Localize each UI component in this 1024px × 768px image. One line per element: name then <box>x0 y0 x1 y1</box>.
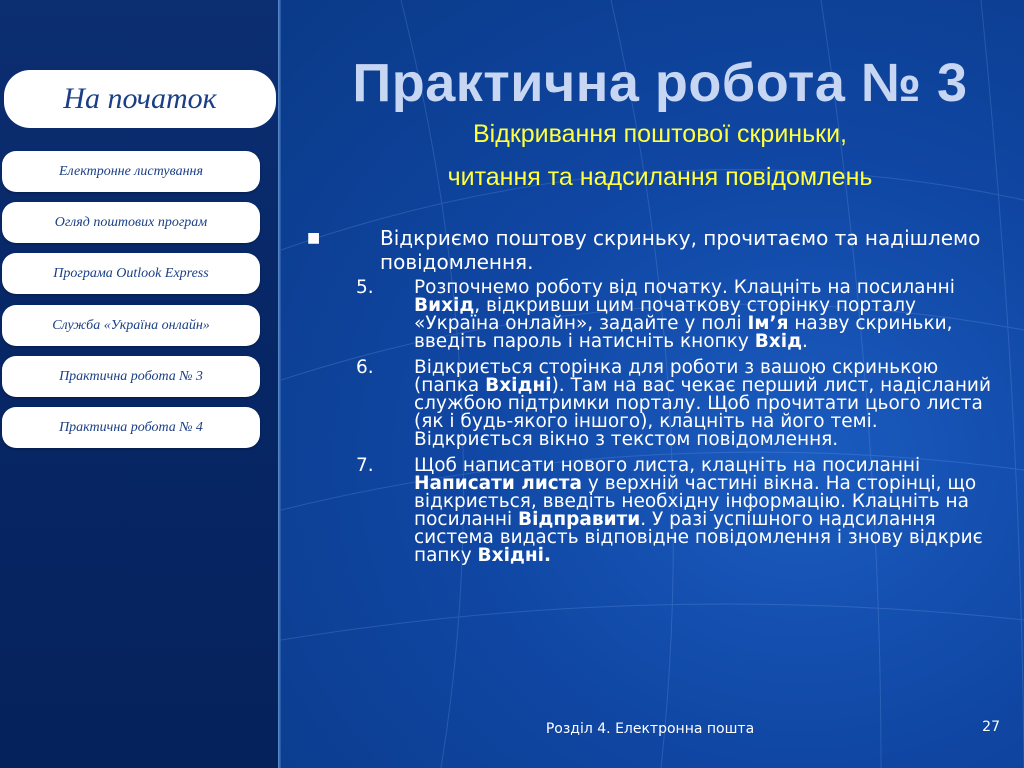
step-number: 7. <box>356 455 374 476</box>
bullet-text: Відкриємо поштову скриньку, прочитаємо та надішлемо повідомлення. <box>380 226 981 274</box>
footer-section: Розділ 4. Електронна пошта <box>545 721 755 737</box>
slide-title: Практична робота № 3 <box>352 53 968 113</box>
nav-item-ukraine-online[interactable]: Служба «Україна онлайн» <box>2 305 260 346</box>
nav-item-mail-programs[interactable]: Огляд поштових програм <box>2 202 260 243</box>
step-number: 6. <box>356 357 374 378</box>
step-text: Розпочнемо роботу від початку. Клацніть на посиланні Вихід, відкривши цим початкову сторінку порталу «Україна онлайн», задайте у полі Ім’я назву скриньки, введіть пароль і натисніть кнопку Вхід. <box>414 277 955 352</box>
nav-item-practical-4[interactable]: Практична робота № 4 <box>2 407 260 448</box>
step-item <box>300 359 1000 449</box>
slide-content <box>300 226 1000 573</box>
nav-item-outlook-express[interactable]: Програма Outlook Express <box>2 253 260 294</box>
bullet-item <box>300 226 1000 274</box>
step-number: 5. <box>356 277 374 298</box>
page-number: 27 <box>982 719 1000 735</box>
step-item <box>300 457 1000 565</box>
bullet-marker: ■ <box>307 230 321 246</box>
step-item <box>300 279 1000 351</box>
step-text: Щоб написати нового листа, клацніть на посиланні Написати листа у верхній частині вікна. На сторінці, що відкриється, введіть необхідну інформацію. Клацніть на посиланні Відправити. У разі успішного надсилання система видасть відповідне повідомлення і знову відкриє папку Вхідні. <box>414 455 983 566</box>
sidebar <box>0 0 278 768</box>
nav-item-email[interactable]: Електронне листування <box>2 151 260 192</box>
step-text: Відкриється сторінка для роботи з вашою скринькою (папка Вхідні). Там на вас чекає перший лист, надісланий службою підтримки порталу. Щоб прочитати цього листа (як і будь-якого іншого), клацніть на його темі. Відкриється вікно з текстом повідомлення. <box>414 357 991 450</box>
nav-item-practical-3[interactable]: Практична робота № 3 <box>2 356 260 397</box>
steps-list <box>300 279 1000 565</box>
slide-subtitle-line2: читання та надсилання повідомлень <box>447 163 873 191</box>
slide-subtitle-line1: Відкривання поштової скриньки, <box>473 120 847 148</box>
home-button[interactable]: На початок <box>4 70 276 128</box>
